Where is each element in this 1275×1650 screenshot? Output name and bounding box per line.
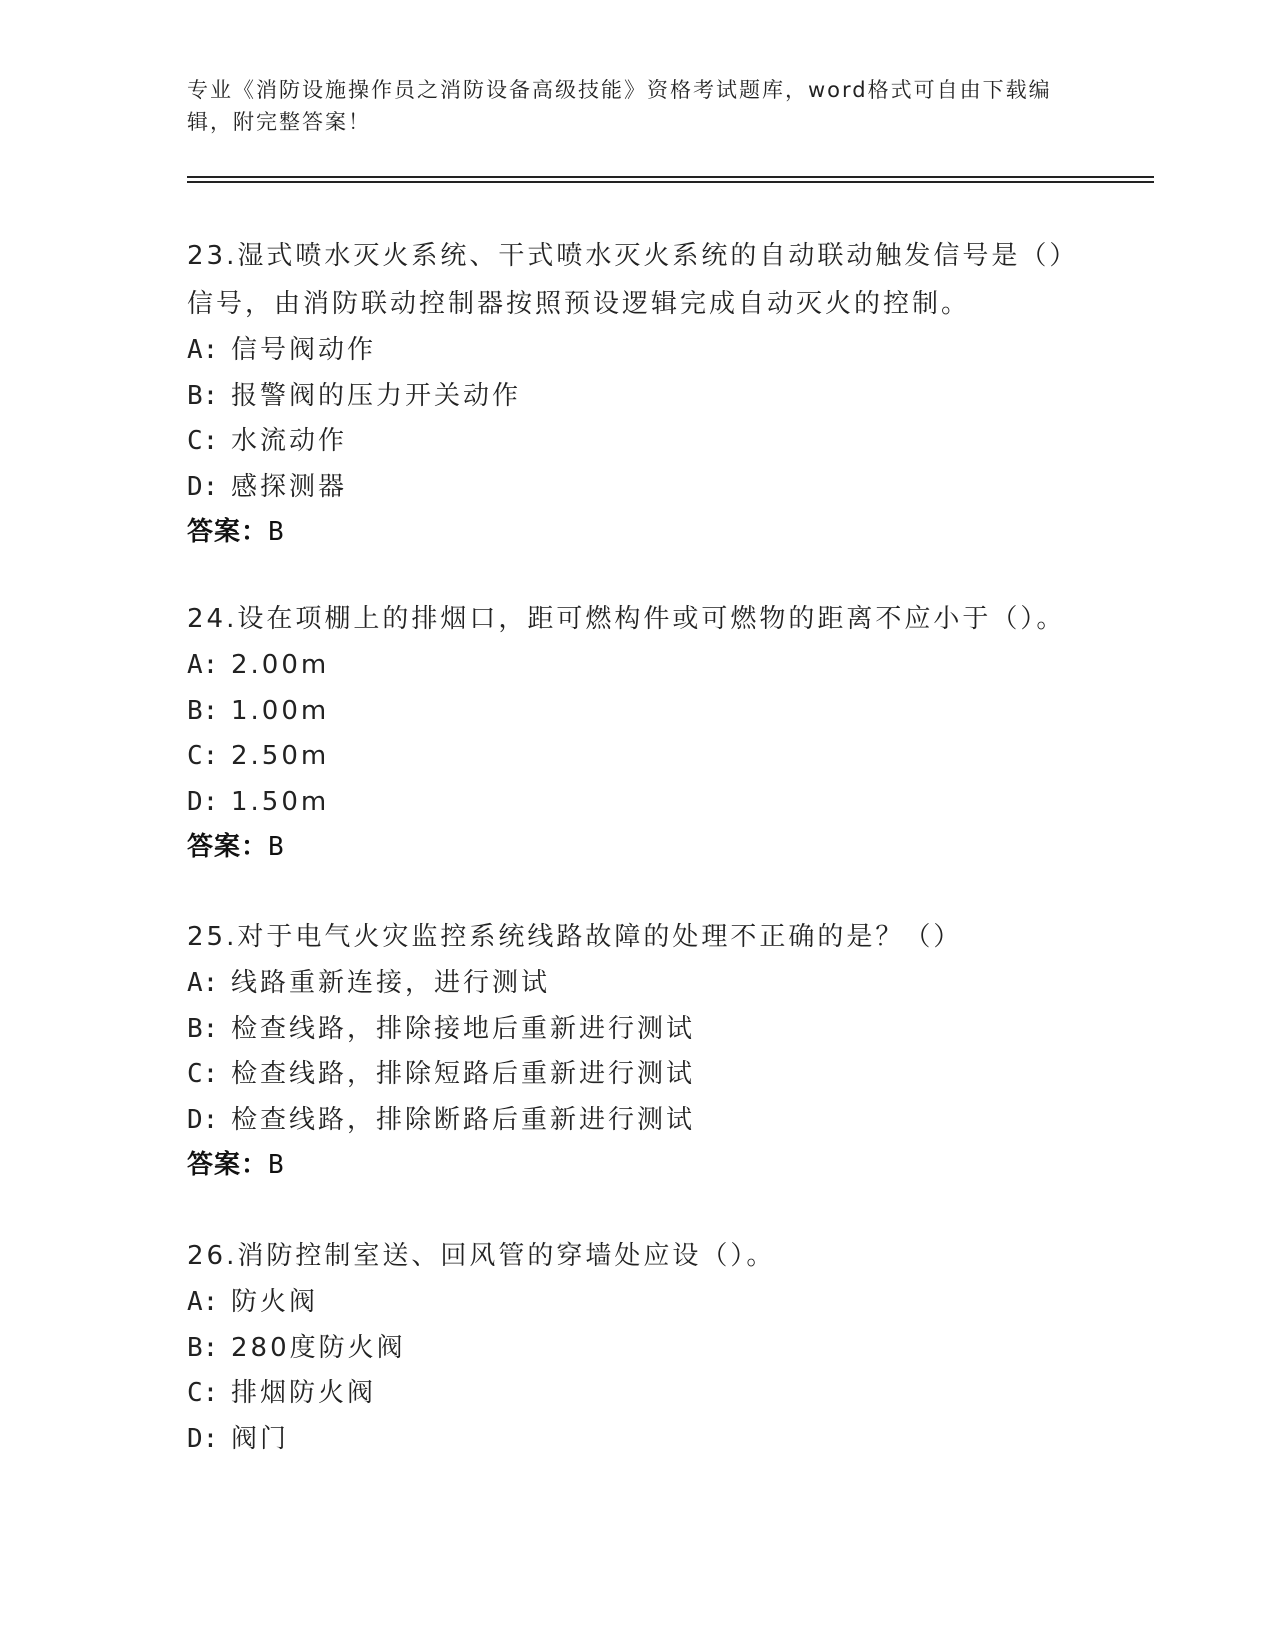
option-key: B: bbox=[187, 1332, 219, 1363]
question-24 bbox=[187, 595, 1087, 871]
option-d bbox=[187, 1417, 1087, 1463]
option-key: A: bbox=[187, 968, 219, 998]
option-text: 线路重新连接，进行测试 bbox=[231, 968, 551, 998]
option-key: B: bbox=[187, 695, 219, 726]
option-key: C: bbox=[187, 1378, 219, 1408]
option-c bbox=[187, 419, 1087, 465]
option-key: B: bbox=[187, 1013, 219, 1044]
question-stem: 25.对于电气火灾监控系统线路故障的处理不正确的是？（） bbox=[187, 922, 963, 952]
option-c bbox=[187, 734, 1087, 780]
answer bbox=[187, 1143, 1087, 1189]
option-a bbox=[187, 1280, 1087, 1326]
document-header: 专业《消防设施操作员之消防设备高级技能》资格考试题库，word格式可自由下载编辑，附完整答案！ bbox=[187, 78, 1052, 134]
option-text: 阀门 bbox=[231, 1423, 290, 1454]
option-text: 感探测器 bbox=[231, 471, 348, 502]
answer-value: B bbox=[268, 517, 285, 547]
answer-value: B bbox=[268, 832, 285, 862]
answer bbox=[187, 825, 1087, 871]
option-text: 水流动作 bbox=[231, 426, 348, 456]
option-c bbox=[187, 1052, 1087, 1098]
header-divider-top bbox=[187, 176, 1154, 178]
option-text: 2.50m bbox=[231, 741, 330, 771]
option-text: 检查线路，排除断路后重新进行测试 bbox=[231, 1104, 696, 1135]
question-stem: 23.湿式喷水灭火系统、干式喷水灭火系统的自动联动触发信号是（）信号，由消防联动控制器按照预设逻辑完成自动灭火的控制。 bbox=[187, 241, 1079, 319]
answer-label: 答案： bbox=[187, 517, 269, 547]
option-key: A: bbox=[187, 650, 219, 680]
option-b bbox=[187, 689, 1087, 735]
answer bbox=[187, 510, 1087, 556]
option-key: C: bbox=[187, 1059, 219, 1089]
option-b bbox=[187, 1007, 1087, 1053]
answer-value: B bbox=[268, 1150, 285, 1180]
option-text: 1.00m bbox=[231, 695, 330, 726]
option-c bbox=[187, 1371, 1087, 1417]
option-d bbox=[187, 780, 1087, 826]
option-key: D: bbox=[187, 1423, 219, 1454]
option-key: A: bbox=[187, 335, 219, 365]
option-text: 检查线路，排除接地后重新进行测试 bbox=[231, 1013, 696, 1044]
option-text: 防火阀 bbox=[231, 1287, 319, 1317]
option-d bbox=[187, 465, 1087, 511]
question-25 bbox=[187, 913, 1087, 1189]
option-b bbox=[187, 1326, 1087, 1372]
option-text: 信号阀动作 bbox=[231, 335, 377, 365]
option-key: D: bbox=[187, 1104, 219, 1135]
option-key: C: bbox=[187, 426, 219, 456]
option-text: 280度防火阀 bbox=[231, 1332, 406, 1363]
option-b bbox=[187, 374, 1087, 420]
header-divider-bottom bbox=[187, 181, 1154, 183]
option-text: 排烟防火阀 bbox=[231, 1378, 377, 1408]
option-key: D: bbox=[187, 786, 219, 817]
option-key: A: bbox=[187, 1287, 219, 1317]
answer-label: 答案： bbox=[187, 1150, 269, 1180]
option-a bbox=[187, 328, 1087, 374]
option-a bbox=[187, 643, 1087, 689]
option-key: D: bbox=[187, 471, 219, 502]
option-d bbox=[187, 1098, 1087, 1144]
option-text: 报警阀的压力开关动作 bbox=[231, 380, 522, 411]
question-stem: 26.消防控制室送、回风管的穿墙处应设（）。 bbox=[187, 1241, 776, 1271]
option-text: 1.50m bbox=[231, 786, 330, 817]
answer-label: 答案： bbox=[187, 832, 269, 862]
question-stem: 24.设在项棚上的排烟口，距可燃构件或可燃物的距离不应小于（）。 bbox=[187, 604, 1066, 634]
option-a bbox=[187, 961, 1087, 1007]
option-text: 检查线路，排除短路后重新进行测试 bbox=[231, 1059, 696, 1089]
option-key: B: bbox=[187, 380, 219, 411]
option-key: C: bbox=[187, 741, 219, 771]
option-text: 2.00m bbox=[231, 650, 330, 680]
question-26 bbox=[187, 1232, 1087, 1462]
question-23 bbox=[187, 232, 1087, 556]
